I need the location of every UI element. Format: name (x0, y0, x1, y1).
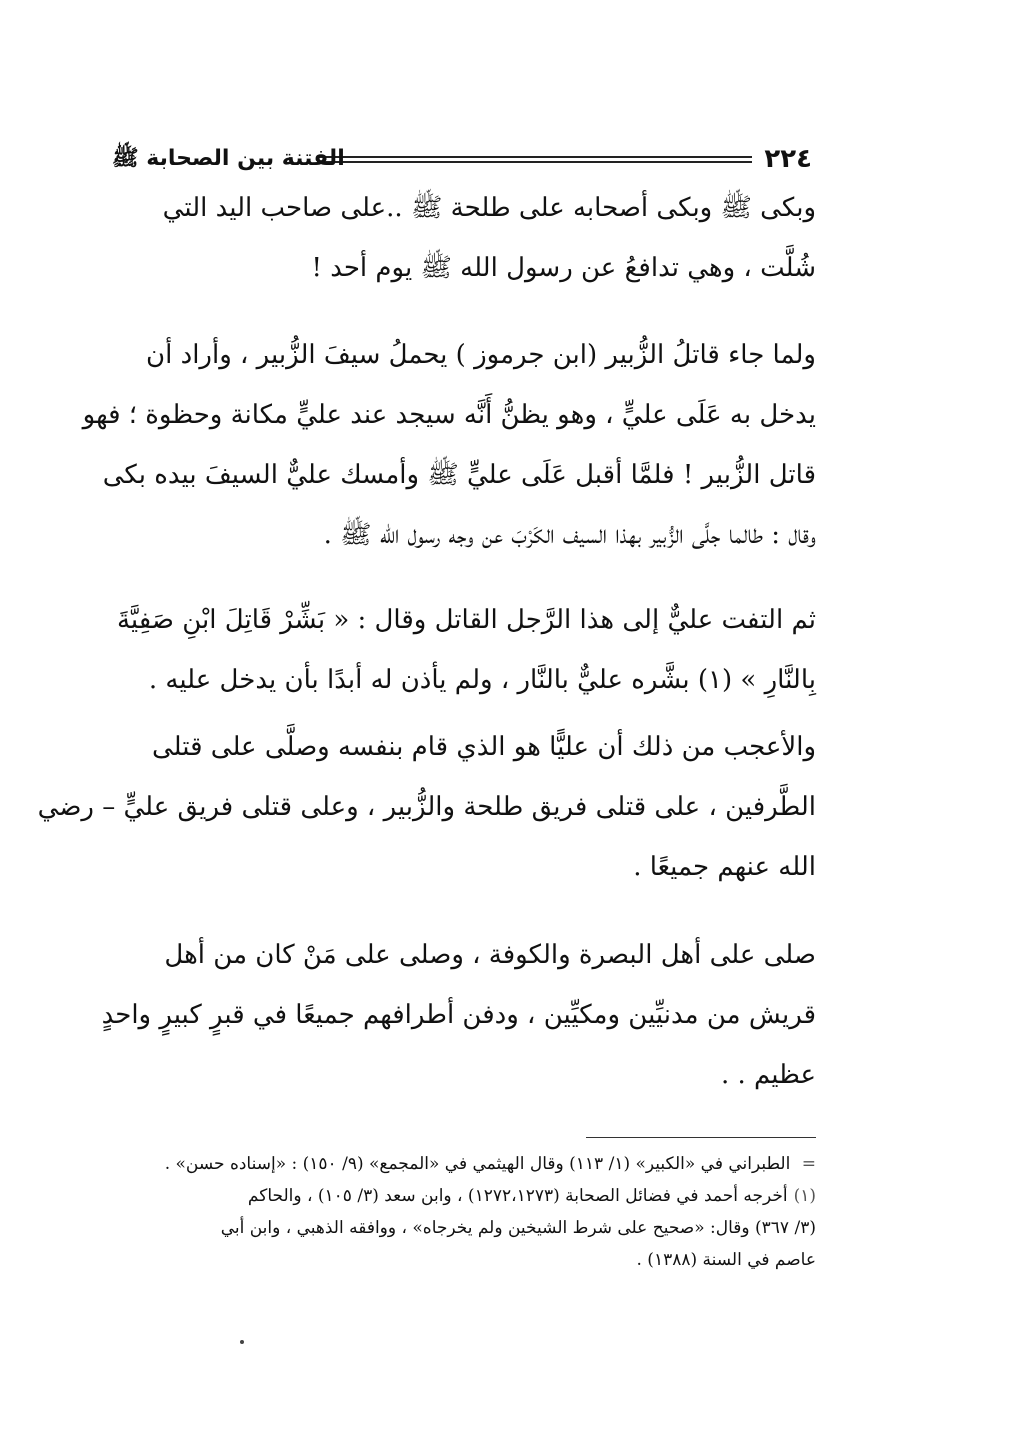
paragraph-line: الله عنهم جميعًا . (633, 852, 816, 882)
footnote-1 (106, 1180, 816, 1276)
paragraph-line: وبكى ﷺ وبكى أصحابه على طلحة ﷺ ..على صاحب اليد التي (162, 193, 816, 223)
paragraph-5 (101, 925, 816, 1105)
running-title: الفتنة بين الصحابة ﷺ (112, 146, 345, 171)
footnote-line (106, 1180, 816, 1212)
header-double-rule (317, 156, 752, 158)
paragraph-1 (108, 178, 816, 298)
paragraph-line: والأعجب من ذلك أن عليًّا هو الذي قام بنفسه وصلَّى على قتلى (151, 732, 816, 762)
footnote-continued (106, 1148, 816, 1180)
scan-speck (240, 1340, 244, 1344)
paragraph-line: عظيم . . (720, 1060, 816, 1090)
paragraph-line: ولما جاء قاتلُ الزُّبير (ابن جرموز ) يحملُ سيفَ الزُّبير ، وأراد أن (146, 340, 816, 370)
paragraph-4 (37, 717, 816, 897)
paragraph-2 (82, 325, 816, 565)
paragraph-line: صلى على أهل البصرة والكوفة ، وصلى على مَنْ كان من أهل (164, 940, 816, 970)
footnote-continuation-marker: = (801, 1154, 816, 1174)
page-number: ٢٢٤ (764, 144, 812, 174)
paragraph-line: وقال : طالما جلَّى الزُّبير بهذا السيف الكَرْبَ عن وجه رسول الله ﷺ . (323, 520, 816, 550)
paragraph-line: شُلَّت ، وهي تدافعُ عن رسول الله ﷺ يوم أحد ! (311, 253, 816, 283)
footnote-line: (٣/ ٣٦٧) وقال: «صحيح على شرط الشيخين ولم يخرجاه» ، ووافقه الذهبي ، وابن أبي (220, 1218, 816, 1238)
paragraph-line: الطَّرفين ، على قتلى فريق طلحة والزُّبير ، وعلى قتلى فريق عليٍّ – رضي (37, 792, 816, 822)
paragraph-line-hadith: ثم التفت عليٌّ إلى هذا الرَّجل القاتل وقال : « بَشِّرْ قَاتِلَ ابْنِ صَفِيَّةَ (116, 605, 816, 635)
paragraph-line: قريش من مدنيِّين ومكيِّين ، ودفن أطرافهم جميعًا في قبرٍ كبيرٍ واحدٍ (101, 1000, 816, 1030)
footnote-line: عاصم في السنة (١٣٨٨) . (636, 1250, 816, 1270)
paragraph-line: بِالنَّارِ » (١) بشَّره عليٌّ بالنَّار ، ولم يأذن له أبدًا بأن يدخل عليه . (148, 665, 816, 695)
running-header (112, 140, 812, 180)
paragraph-3 (108, 590, 816, 710)
paragraph-line: يدخل به عَلَى عليٍّ ، وهو يظنُّ أَنَّه سيجد عند عليٍّ مكانة وحظوة ؛ فهو (82, 400, 816, 430)
footnote-separator (586, 1137, 816, 1138)
paragraph-line: قاتل الزُّبير ! فلمَّا أقبل عَلَى عليٍّ ﷺ وأمسك عليٌّ السيفَ بيده بكى (102, 460, 816, 490)
footnote-text: أخرجه أحمد في فضائل الصحابة (١٢٧٢،١٢٧٣) ، وابن سعد (٣/ ١٠٥) ، والحاكم (247, 1186, 788, 1206)
footnote-text: الطبراني في «الكبير» (١/ ١١٣) وقال الهيثمي في «المجمع» (٩/ ١٥٠) : «إسناده حسن» . (164, 1154, 791, 1174)
footnote-number: (١) (793, 1186, 816, 1206)
